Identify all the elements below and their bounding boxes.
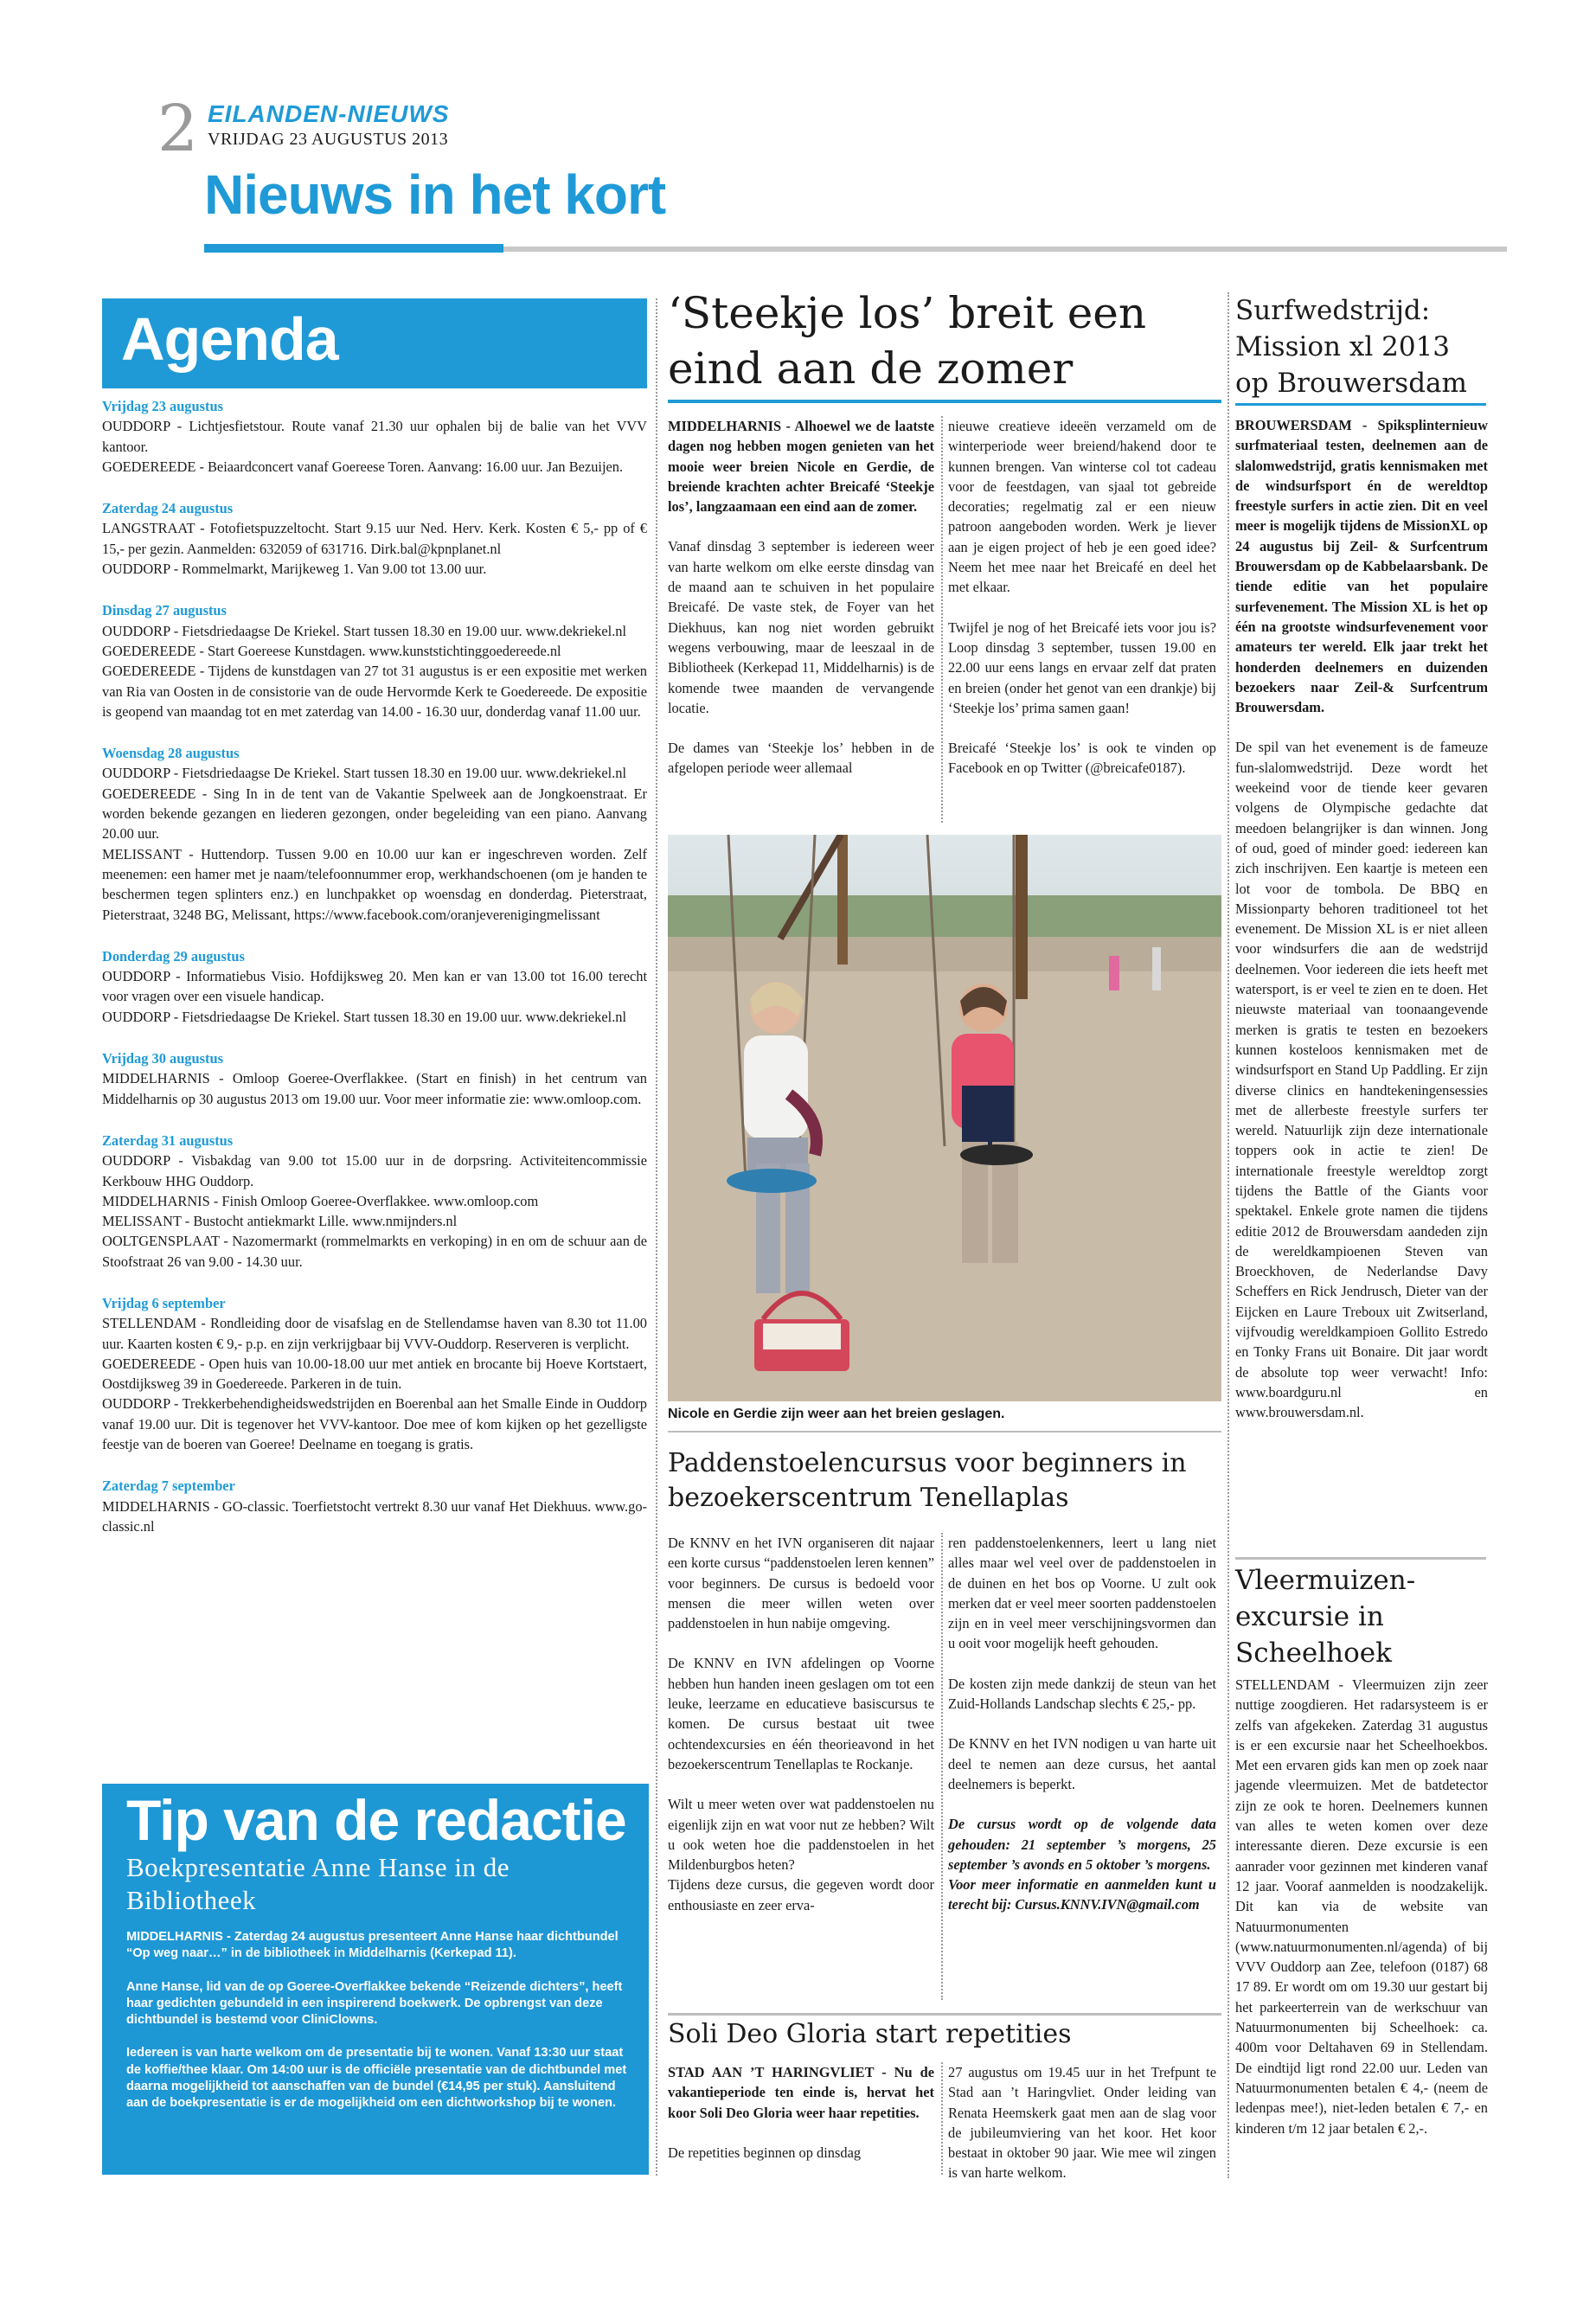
agenda-day <box>102 743 647 925</box>
agenda-item: GOEDEREEDE - Tijdens de kunstdagen van 27 tot 31 augustus is er een expositie met werken van Ria van Oosten in de consistorie van de oude Hervormde Kerk te Goedereede. De expositie is geopend van maandag tot en met zaterdag van 14.00 - 16.30 uur, donderdag vanaf 11.00 uur. <box>102 663 647 720</box>
dateline: MIDDELHARNIS - <box>668 418 791 434</box>
header-rule-accent <box>204 244 503 253</box>
vleer-body <box>1235 1675 1488 2138</box>
tip-paragraph: MIDDELHARNIS - Zaterdag 24 augustus presenteert Anne Hanse haar dichtbundel “Op weg naar…” in de bibliotheek in Middelharnis (Kerkepad 11). <box>126 1930 619 1961</box>
paragraph: De KNNV en het IVN nodigen u van harte uit deel te nemen aan deze cursus, het aantal deelnemers is beperkt. <box>948 1735 1216 1792</box>
surf-lead <box>1235 415 1488 717</box>
agenda-item: GOEDEREEDE - Start Goereese Kunstdagen. www.kunststichtinggoedereede.nl <box>102 642 561 659</box>
masthead-logo: EILANDEN-NIEUWS <box>208 100 450 127</box>
paragraph: Wilt u meer weten over wat paddenstoelen nu eigenlijk zijn en wat voor nut ze hebben? Wilt u ook weten hoe die paddenstoelen in het Mildenburgbos heten? <box>668 1796 934 1874</box>
column-divider <box>1227 292 1229 2178</box>
agenda-date: Zaterdag 7 september <box>102 1477 235 1495</box>
headline-rule <box>1235 403 1486 406</box>
lead-text: Spiksplinternieuw surfmateriaal testen, deelnemen aan de slalomwedstrijd, gratis kennismaken met de windsurfsport én de wereldtop freestyle surfers in actie zien. Dit en veel meer is mogelijk tijdens de MissionXL op 24 augustus bij Zeil- & Surfcentrum Brouwersdam op de Kabbelaarsbank. De tiende editie van het populaire surfevenement. The Mission XL is het op één na grootste windsurfevenement voor amateurs ter wereld. Elk jaar trekt het honderden deelnemers en duizenden bezoekers naar Zeil-& Surfcentrum Brouwersdam. <box>1235 417 1488 716</box>
agenda-item: MIDDELHARNIS - Omloop Goeree-Overflakkee. (Start en finish) in het centrum van Middelharnis op 30 augustus 2013 om 19.00 uur. Voor meer informatie zie: www.omloop.com. <box>102 1070 647 1107</box>
dateline: STAD AAN ’T HARINGVLIET - <box>668 2064 887 2080</box>
soli-headline: Soli Deo Gloria start repetities <box>668 2019 1072 2049</box>
agenda-day <box>102 1131 647 1272</box>
column-divider <box>941 416 943 823</box>
agenda-item: GOEDEREEDE - Sing In in de tent van de Vakantie Spelweek aan de Jongkoenstraat. Er worden bekende gezangen en liederen gezongen, onder begeleiding van een piano. Aanvang 20.00 uur. <box>102 785 647 843</box>
agenda-item: OUDDORP - Visbakdag van 9.00 tot 15.00 uur in de dorpsring. Activiteitencommissie Kerkbouw HHG Ouddorp. <box>102 1152 647 1189</box>
agenda-item: MELISSANT - Bustocht antiekmarkt Lille. www.nmijnders.nl <box>102 1213 458 1230</box>
paragraph: ren paddenstoelenkenners, leert u lang niet alles maar wel veel over de paddenstoelen in de duinen en het bos op Voorne. U zult ook merken dat er veel meer soorten paddenstoelen zijn en in veel meer verschijningsvormen dan u ooit voor mogelijk heeft gehouden. <box>948 1535 1216 1652</box>
agenda-date: Vrijdag 30 augustus <box>102 1050 223 1067</box>
headline-rule <box>668 400 1221 403</box>
paragraph: De dames van ‘Steekje los’ hebben in de afgelopen periode weer allemaal <box>668 740 934 777</box>
section-rule <box>668 2013 1221 2016</box>
agenda-list <box>102 396 647 1558</box>
column-divider <box>941 1533 943 2000</box>
section-rule <box>668 1431 1221 1433</box>
paragraph: De KNNV en IVN afdelingen op Voorne hebben hun handen ineen geslagen om tot een leuke, leerzame en educatieve basiscursus te komen. De cursus bestaat uit twee ochtendexcursies en één theorieavond in het bezoekerscentrum Tenellaplas te Rockanje. <box>668 1655 934 1772</box>
agenda-item: GOEDEREEDE - Open huis van 10.00-18.00 uur met antiek en brocante bij Hoeve Kortstaert, Oostdijksweg 39 in Goedereede. Parkeren in de tuin. <box>102 1355 647 1393</box>
agenda-item: OUDDORP - Fietsdriedaagse De Kriekel. Start tussen 18.30 en 19.00 uur. www.dekriekel.nl <box>102 1008 627 1025</box>
paragraph: Breicafé ‘Steekje los’ is ook te vinden op Facebook en op Twitter (@breicafe0187). <box>948 740 1216 777</box>
paragraph: De spil van het evenement is de fameuze fun-slalomwedstrijd. Deze wordt het weekeind voor de tiende keer gevaren volgens de Olympische gedachte dat meedoen belangrijker is dan winnen. Jong of oud, goed of minder goed: iedereen kan zich inschrijven. Een kaartje is meteen een lot voor de tombola. De BBQ en Missionparty behoren traditioneel tot het evenement. De Mission XL is er niet alleen voor windsurfers die aan de wedstrijd deelnemen. Voor iedereen die iets heeft met watersport, is er veel te zien en te doen. Het nieuwste materiaal van toonaangevende merken is gratis te testen en bezoekers kunnen kosteloos kennismaken met de windsurfsport en Stand Up Paddling. Er zijn diverse clinics en handtekeningensessies met de allerbeste freestyle surfers ter wereld. Natuurlijk zijn deze internationale toppers ook in actie te zien! De internationale freestyle wereldtop zorgt tijdens the Battle of the Giants voor spektakel. Enkele grote namen die tijdens editie 2012 de Brouwersdam aandeden zijn de wereldkampioenen Steven van Broeckhoven, de Nederlandse Davy Scheffers en Rick Jendrusch, Dieter van der Eijcken en Laure Treboux uit Zwitserland, vijfvoudig wereldkampioen Gollito Estredo en Tonky Frans uit Bonaire. Dit jaar wordt de absolute top weer verwacht! Info: www.boardguru.nl en www.brouwersdam.nl. <box>1235 739 1488 1421</box>
photo-caption: Nicole en Gerdie zijn weer aan het breien geslagen. <box>668 1407 1005 1421</box>
dateline: BROUWERSDAM - <box>1235 417 1368 433</box>
tip-paragraph: Anne Hanse, lid van de op Goeree-Overflakkee bekende “Reizende dichters”, heeft haar gedichten gebundeld in een inspirerend boekwerk. De opbrengst van deze dichtbundel is bestemd voor CliniClowns. <box>126 1979 623 2028</box>
lead-text: Alhoewel we de laatste dagen nog hebben mogen genieten van het mooie weer breien Nicole en Gerdie, de breiende krachten achter Breicafé ‘Steekje los’, langzaamaan een eind aan de zomer. <box>668 418 934 516</box>
tip-body <box>126 1929 628 2129</box>
agenda-item: OOLTGENSPLAAT - Nazomermarkt (rommelmarkts en verkoping) in en om de schuur aan de Stoofstraat 26 van 9.00 - 14.30 uur. <box>102 1233 647 1270</box>
vleer-headline: Vleermuizen-excursie in Scheelhoek <box>1235 1565 1416 1669</box>
agenda-day <box>102 498 647 579</box>
agenda-date: Donderdag 29 augustus <box>102 947 245 965</box>
paddenstoelen-column-1 <box>668 1533 934 1915</box>
agenda-day <box>102 600 647 721</box>
tip-subtitle: Boekpresentatie Anne Hanse in de Bibliotheek <box>126 1852 510 1915</box>
paragraph: Twijfel je nog of het Breicafé iets voor jou is? Loop dinsdag 3 september, tussen 19.00 en 22.00 uur eens langs en ervaar zelf dat praten en breien (onder het genot van een drankje) bij ‘Steekje los’ prima samen gaan! <box>948 619 1216 716</box>
soli-lead <box>668 2062 934 2123</box>
agenda-item: OUDDORP - Fietsdriedaagse De Kriekel. Start tussen 18.30 en 19.00 uur. www.dekriekel.nl <box>102 622 627 639</box>
agenda-day <box>102 1293 647 1454</box>
agenda-title: Agenda <box>121 305 338 373</box>
paragraph: De kosten zijn mede dankzij de steun van het Zuid-Hollands Landschap slechts € 25,- pp. <box>948 1675 1216 1713</box>
agenda-item: MIDDELHARNIS - Finish Omloop Goeree-Overflakkee. www.omloop.com <box>102 1192 539 1209</box>
surf-body <box>1235 415 1488 1423</box>
column-divider <box>941 2062 943 2175</box>
surf-headline: Surfwedstrijd: Mission xl 2013 op Brouwersdam <box>1235 295 1467 399</box>
agenda-item: STELLENDAM - Rondleiding door de visafslag en de Stellendamse haven van 8.30 tot 11.00 uur. Kaarten kosten € 9,- p.p. en zijn verkrijgbaar bij VVV-Ouddorp. Reserveren is verplicht. <box>102 1315 647 1352</box>
steekje-column-1 <box>668 416 934 798</box>
agenda-date: Vrijdag 23 augustus <box>102 398 223 414</box>
paragraph: STELLENDAM - Vleermuizen zijn zeer nuttige zoogdieren. Het radarsysteem is er zelfs van afgekeken. Zaterdag 31 augustus is er een excursie naar het Scheelhoekbos. Met een ervaren gids kan men op zoek naar jagende vleermuizen. Met de batdetector zijn ze ook te horen. Deelnemers kunnen van alles te weten komen over deze interessante dieren. Deze excursie is een aanrader voor gezinnen met kinderen vanaf 12 jaar. Vooraf aanmelden is noodzakelijk. Dit kan via de website van Natuurmonumenten (www.natuurmonumenten.nl/agenda) of bij VVV Ouddorp aan Zee, telefoon (0187) 68 17 89. Er wordt om om 19.30 uur gestart bij het parkeerterrein van de werkschuur van Natuurmonumenten bij Scheelhoek: ca. 400m voor Deltahaven 69 in Stellendam. De eindtijd ligt rond 22.00 uur. Leden van Natuurmonumenten betalen € 4,- (neem de ledenpas mee!), niet-leden betalen € 7,- en kinderen t/m 12 jaar betalen € 2,-. <box>1235 1676 1488 2137</box>
page-number: 2 <box>157 92 199 166</box>
section-rule <box>1235 1557 1486 1560</box>
header-date: VRIJDAG 23 AUGUSTUS 2013 <box>208 130 449 149</box>
photo-knitting-on-swings <box>668 835 1221 1401</box>
agenda-date: Woensdag 28 augustus <box>102 745 240 762</box>
soli-column-1 <box>668 2062 934 2163</box>
agenda-item: GOEDEREEDE - Beiaardconcert vanaf Goereese Toren. Aanvang: 16.00 uur. Jan Bezuijen. <box>102 458 624 475</box>
agenda-date: Dinsdag 27 augustus <box>102 602 227 619</box>
section-title: Nieuws in het kort <box>204 163 666 226</box>
soli-column-2 <box>948 2062 1216 2183</box>
paddenstoelen-headline: Paddenstoelencursus voor beginners in bezoekerscentrum Tenellaplas <box>668 1448 1187 1513</box>
agenda-item: OUDDORP - Rommelmarkt, Marijkeweg 1. Van 9.00 tot 13.00 uur. <box>102 561 487 578</box>
paragraph: De repetities beginnen op dinsdag <box>668 2144 862 2161</box>
agenda-day <box>102 396 647 477</box>
agenda-item: OUDDORP - Fietsdriedaagse De Kriekel. Start tussen 18.30 en 19.00 uur. www.dekriekel.nl <box>102 765 627 782</box>
paragraph: 27 augustus om 19.45 uur in het Trefpunt te Stad aan ’t Haringvliet. Onder leiding van Renata Heemskerk gaat men aan de slag voor de jubileumviering van het koor. Het koor bestaat in oktober 90 jaar. Wie mee wil zingen is van harte welkom. <box>948 2064 1216 2182</box>
agenda-item: LANGSTRAAT - Fotofietspuzzeltocht. Start 9.15 uur Ned. Herv. Kerk. Kosten € 5,- pp of € 15,- per gezin. Aanmelden: 632059 of 631716. Dirk.bal@kpnplanet.nl <box>102 520 647 557</box>
agenda-item: MELISSANT - Huttendorp. Tussen 9.00 en 10.00 uur kan er ingeschreven worden. Zelf meenemen: een hamer met je naam/telefoonnummer erop, werkhandschoenen (om je handen te beschermen tegen splinters enz.) en lunchpakket op woensdag en donderdag. Pieterstraat, Pieterstraat, 3248 BG, Melissant, https://www.facebook.com/oranjeverenigingmelissant <box>102 845 647 923</box>
agenda-item: OUDDORP - Informatiebus Visio. Hofdijksweg 20. Men kan er van 13.00 tot 16.00 terecht voor vragen over een visuele handicap. <box>102 968 647 1005</box>
agenda-item: OUDDORP - Lichtjesfietstour. Route vanaf 21.30 uur ophalen bij de balie van het VVV kantoor. <box>102 418 647 455</box>
steekje-column-2 <box>948 416 1216 798</box>
tip-paragraph: Iedereen is van harte welkom om de presentatie bij te wonen. Vanaf 13:30 uur staat de koffie/thee klaar. Om 14:00 uur is de officiële presentatie van de dichtbundel met daarna mogelijkheid tot aanschaffen van de bundel (€14,95 per stuk). Aansluitend aan de boekpresentatie is er de mogelijkheid om een dichtworkshop bij te wonen. <box>126 2046 627 2111</box>
agenda-date: Vrijdag 6 september <box>102 1294 226 1311</box>
agenda-date: Zaterdag 31 augustus <box>102 1131 234 1149</box>
paddenstoelen-column-2 <box>948 1533 1216 1915</box>
steekje-headline: ‘Steekje los’ breit een eind aan de zomer <box>668 288 1147 394</box>
photo-illustration <box>668 835 1221 1401</box>
agenda-day <box>102 1048 647 1109</box>
course-contact: Voor meer informatie en aanmelden kunt u terecht bij: Cursus.KNNV.IVN@gmail.com <box>948 1876 1216 1913</box>
steekje-lead <box>668 416 934 516</box>
agenda-item: OUDDORP - Trekkerbehendigheidswedstrijden en Boerenbal aan het Smalle Einde in Ouddorp vanaf 19.00 uur. Dit is tegenover het VVV-kantoor. Doe mee of kom kijken op het gezelligste feestje van de boeren van Goeree! Deelname en toegang is gratis. <box>102 1395 647 1453</box>
paragraph: nieuwe creatieve ideeën verzameld om de winterperiode weer breiend/hakend door te kunnen brengen. Van winterse col tot cadeau voor de feestdagen, van sjaal tot gebreide decoraties; regelmatig zal er een nieuw patroon aangeboden worden. Werk je liever aan je eigen project of heb je een goed idee? Neem het mee naar het Breicafé en deel het met elkaar. <box>948 418 1216 596</box>
agenda-date: Zaterdag 24 augustus <box>102 500 234 517</box>
header-rule <box>503 247 1507 252</box>
course-dates: De cursus wordt op de volgende data gehouden: 21 september ’s morgens, 25 september ’s avonds en 5 oktober ’s morgens. <box>948 1816 1216 1873</box>
agenda-day <box>102 1476 647 1536</box>
agenda-day <box>102 946 647 1027</box>
paragraph: Tijdens deze cursus, die gegeven wordt door enthousiaste en zeer erva- <box>668 1876 934 1913</box>
agenda-item: MIDDELHARNIS - GO-classic. Toerfietstocht vertrekt 8.30 uur vanaf Het Diekhuus. www.go-classic.nl <box>102 1497 647 1535</box>
paragraph: Vanaf dinsdag 3 september is iedereen weer van harte welkom om elke eerste dinsdag van de maand aan te schuiven in het populaire Breicafé. De vaste stek, de Foyer van het Diekhuus, kan nog niet worden gebruikt wegens verbouwing, maar de leeszaal in de Bibliotheek (Kerkepad 11, Middelharnis) is de komende twee maanden de vervangende locatie. <box>668 538 934 716</box>
paragraph: De KNNV en het IVN organiseren dit najaar een korte cursus “paddenstoelen leren kennen” voor beginners. De cursus is bedoeld voor mensen die meer willen weten over paddenstoelen in hun nabije omgeving. <box>668 1535 934 1632</box>
lead-text: Nu de vakantieperiode ten einde is, hervat het koor Soli Deo Gloria weer haar repetities. <box>668 2064 934 2121</box>
tip-title: Tip van de redactie <box>126 1788 626 1852</box>
column-divider <box>656 298 657 2176</box>
